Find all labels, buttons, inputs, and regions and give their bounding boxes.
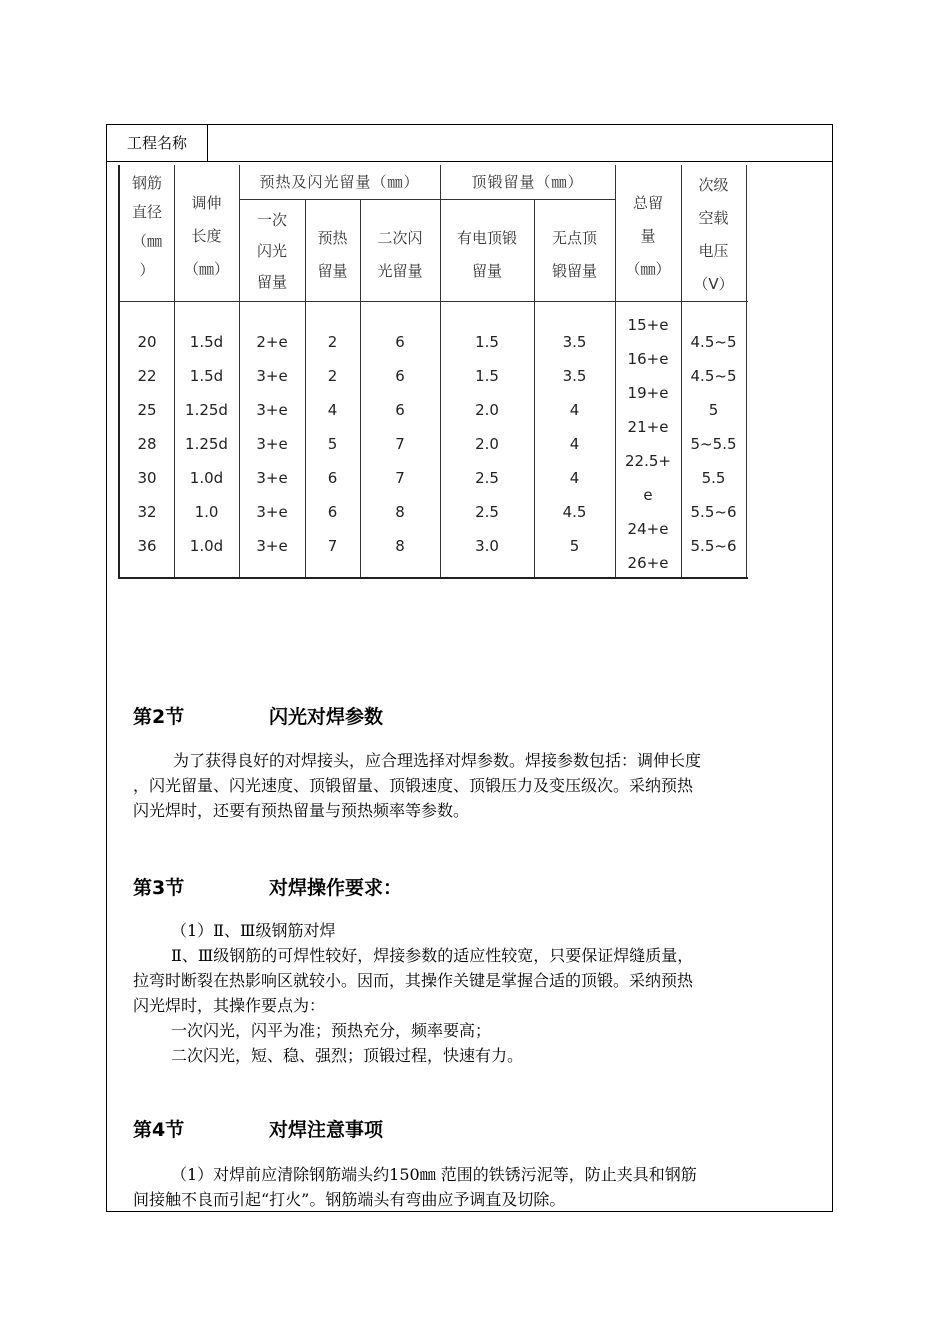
section-3-title: 对焊操作要求： (269, 877, 403, 899)
header-diameter: 钢筋 直径 （㎜ ） (131, 174, 162, 279)
section-3-heading (133, 873, 402, 900)
section-4-heading (133, 1115, 383, 1142)
header-preheat: 预热 留量 (317, 229, 348, 280)
column-voltage: 4.5~5 4.5~5 5 5~5.5 5.5 5.5~6 5.5~6 (690, 333, 737, 555)
column-total: 15+e 16+e 19+e 21+e 22.5+ e 24+e 26+e (625, 316, 671, 572)
section-2-body: 为了获得良好的对焊接头，应合理选择对焊参数。焊接参数包括：调伸长度 ，闪光留量、闪光速度、顶锻留量、顶锻速度、顶锻压力及变压级次。采纳预热 闪光焊时，还要有预热留量与预热频率等参数。 (133, 751, 702, 820)
column-unpowered-upset: 3.5 3.5 4 4 4 4.5 5 (562, 333, 587, 555)
column-powered-upset: 1.5 1.5 2.0 2.0 2.5 2.5 3.0 (475, 333, 499, 555)
section-2-heading (133, 702, 383, 729)
header-unpowered-upset: 无点顶 锻留量 (551, 229, 597, 280)
section-4-title: 对焊注意事项 (269, 1119, 384, 1141)
project-name-label: 工程名称 (107, 125, 208, 161)
project-name-row (107, 125, 832, 162)
header-preheat-flash-group: 预热及闪光留量（㎜） (259, 173, 420, 191)
welding-parameter-table (118, 165, 748, 579)
header-first-flash: 一次 闪光 留量 (256, 211, 287, 291)
header-adjust-length: 调伸 长度 （㎜） (183, 194, 229, 278)
section-2-number: 第2节 (133, 706, 185, 728)
header-upset-group: 顶锻留量（㎜） (471, 173, 584, 191)
section-3-number: 第3节 (133, 877, 185, 899)
header-voltage: 次级 空载 电压 （V） (693, 176, 734, 293)
header-second-flash: 二次闪 光留量 (377, 229, 423, 280)
column-first-flash: 2+e 3+e 3+e 3+e 3+e 3+e 3+e (256, 333, 288, 555)
section-4-body: （1）对焊前应清除钢筋端头约150㎜ 范围的铁锈污泥等，防止夹具和钢筋 间接触不良而引起“打火”。钢筋端头有弯曲应予调直及切除。 (133, 1165, 697, 1209)
section-4-number: 第4节 (133, 1119, 185, 1141)
header-powered-upset: 有电顶锻 留量 (456, 229, 517, 280)
column-adjust-length: 1.5d 1.5d 1.25d 1.25d 1.0d 1.0 1.0d (185, 333, 228, 555)
column-diameter: 20 22 25 28 30 32 36 (137, 333, 157, 555)
section-3-body: （1）Ⅱ、Ⅲ级钢筋对焊 Ⅱ、Ⅲ级钢筋的可焊性较好，焊接参数的适应性较宽，只要保证焊缝质量， 拉弯时断裂在热影响区就较小。因而，其操作关键是掌握合适的顶锻。采纳预热 闪光焊时，其操作要点为： 一次闪光，闪平为准；预热充分，频率要高； 二次闪光，短、稳、强烈；顶锻过程，快速有力。 (133, 921, 694, 1065)
header-total: 总留 量 （㎜） (625, 194, 671, 278)
section-2-title: 闪光对焊参数 (269, 706, 384, 728)
project-name-value (208, 125, 832, 161)
column-preheat: 2 2 4 5 6 6 7 (327, 333, 338, 555)
column-second-flash: 6 6 6 7 7 8 8 (395, 333, 405, 555)
